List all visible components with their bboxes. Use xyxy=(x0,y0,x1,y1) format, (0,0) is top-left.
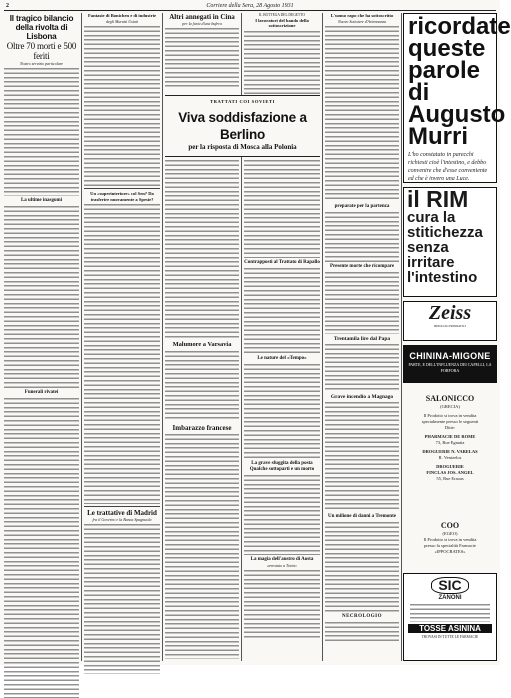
article-body xyxy=(325,272,399,334)
murri-line: di xyxy=(408,79,430,106)
article-body xyxy=(84,524,160,674)
ad-body xyxy=(410,604,490,622)
article-body xyxy=(325,622,399,642)
article-body xyxy=(244,570,320,640)
column-rule xyxy=(401,13,402,661)
rim-line: stitichezza xyxy=(407,224,483,241)
article-body xyxy=(4,206,79,388)
chinina-label: CHININA-MIGONE xyxy=(409,351,491,361)
murri-line: Augusto xyxy=(408,101,506,128)
zeiss-advertisement xyxy=(403,301,497,341)
article-body xyxy=(244,160,320,258)
lisbon-byline: Nostro servizio particolare xyxy=(19,61,64,66)
china-headline: Altri annegati in Cina xyxy=(169,13,235,21)
salonicco-text: Ditte: xyxy=(444,425,456,430)
salonicco-text: specialmente presso le seguenti xyxy=(421,419,479,424)
article-body xyxy=(244,364,320,459)
coo-text: «IPPOCRATES» xyxy=(434,549,466,554)
death-headline: Qualche sottoparti e un morto xyxy=(249,467,315,472)
article-body xyxy=(325,402,399,512)
salonicco-advertisement xyxy=(403,387,497,517)
salonicco-shop-name: FINCLAS JOS. ANGEL xyxy=(426,470,474,475)
page-number: 2 xyxy=(6,3,9,9)
salonicco-address: 73, Rue Egnatia xyxy=(435,440,465,445)
divider xyxy=(84,188,160,189)
tempo-headline: Le nature del «Tempo» xyxy=(257,356,307,361)
article-body xyxy=(165,434,239,659)
article-body xyxy=(84,26,160,186)
rim-line: irritare xyxy=(407,254,455,271)
sic-tagline: TOSSE ASININA xyxy=(408,624,492,633)
departure-headline: preparate per la partenza xyxy=(334,204,390,209)
lisbon-subhead: Oltre 70 morti e 500 feriti xyxy=(6,41,77,61)
pope-headline: Trentamila lire dal Papa xyxy=(333,336,391,342)
post-headline: La grave sfuggita della posta xyxy=(251,461,313,466)
salonicco-shop: PHARMACIE DE ROME xyxy=(424,434,476,439)
article-body xyxy=(84,204,160,504)
masthead xyxy=(4,2,496,11)
rim-advertisement xyxy=(403,187,497,297)
salonicco-shop: DROGUERIE xyxy=(436,464,464,469)
salonicco-address: 55, Rue Eraoas xyxy=(436,476,464,481)
soviet-banner xyxy=(165,95,320,157)
rim-line: l'intestino xyxy=(407,269,478,286)
sic-maker: ZANONI xyxy=(438,595,462,601)
column-5-subhead: Nuovo Sottotere d'Artennanza xyxy=(337,19,387,24)
lisbon-section-funerals: Funerali rivatei xyxy=(24,390,59,395)
article-body xyxy=(244,475,320,555)
coo-country: (EGEO) xyxy=(442,531,458,536)
warsaw-headline: Malumore a Varsavia xyxy=(172,341,232,348)
salonicco-shop: DROGUERIE N. VARELAS xyxy=(422,449,478,454)
column-5-headline: L'uomo rapo che ha sottoscritto xyxy=(330,13,394,18)
column-4-kicker: IL BOTTEGA DEL DEGETTO xyxy=(259,13,305,17)
article-body xyxy=(165,28,239,88)
aosta-subhead: arrestato a Torino xyxy=(267,563,297,568)
article-body xyxy=(165,160,239,338)
article-body xyxy=(325,344,399,392)
column-2-question: Un «superinteriore» col Sen? Da trasferire nuovamente a Spesie? xyxy=(90,191,154,202)
murri-quote: L'ho constatato in parecchi richiesti cioè l'intestino, e debbo convenire che d'esse conveniente ed che è invero una Luce. xyxy=(408,152,488,182)
salonicco-title: SALONICCO xyxy=(425,394,475,403)
article-body xyxy=(244,31,320,97)
madrid-subhead: fra il Governo e la Banca Spagnuola xyxy=(92,517,152,522)
murri-line: ricordate xyxy=(408,13,511,40)
fire-headline: Grave incendio a Magnago xyxy=(330,394,394,400)
article-body xyxy=(325,212,399,262)
french-headline: Imbarazzo francese xyxy=(172,424,232,432)
banner-subhead: per la risposta di Mosca alla Polonia xyxy=(188,143,297,151)
masthead-header: Corriere della Sera, 28 Agosto 1931 xyxy=(206,3,294,9)
article-body xyxy=(4,68,79,196)
column-4-lower xyxy=(244,160,320,660)
column-2 xyxy=(84,13,160,661)
murri-line: Murri xyxy=(408,123,468,150)
sic-advertisement xyxy=(403,573,497,661)
rim-line: il RIM xyxy=(407,186,469,212)
divider xyxy=(84,506,160,507)
madrid-headline: Le trattative di Madrid xyxy=(87,509,157,517)
column-rule xyxy=(322,13,323,661)
coo-text: presso la specialità Farmacie xyxy=(424,543,476,548)
coo-advertisement xyxy=(403,519,497,571)
zeiss-sub: BINOCOLI PRISMATICI xyxy=(434,324,466,328)
china-subhead: per la furia d'una bufera xyxy=(182,21,222,26)
rim-line: cura la xyxy=(407,209,456,226)
article-body xyxy=(165,351,239,421)
advertisements-column xyxy=(403,13,511,661)
column-2-subhead: degli Muratti Usiati xyxy=(106,19,138,24)
article-body xyxy=(325,522,399,612)
murri-line: queste xyxy=(408,35,486,62)
rim-line: senza xyxy=(407,239,449,256)
murri-advertisement xyxy=(403,13,511,183)
lisbon-section: La ultime inasgomi xyxy=(20,198,63,203)
salonicco-text: Il Prodotto si trova in vendita xyxy=(423,413,477,418)
necrology-heading: NECROLOGIO xyxy=(341,614,382,619)
murri-line: parole xyxy=(408,57,481,84)
column-2-headline: Fantasie di Bonichen e di industrie xyxy=(87,13,157,18)
coo-text: Il Prodotto si trova in vendita xyxy=(423,537,477,542)
column-rule xyxy=(81,13,82,661)
article-body xyxy=(4,398,79,698)
salonicco-country: (GRECIA) xyxy=(440,404,460,409)
chinina-sub: PARTE, E DELL'INFLUENZA DEI CAPELLI, LA FORFORA xyxy=(408,362,492,373)
sic-footer: TROVASI IN TUTTE LE FARMACIE xyxy=(421,635,479,639)
column-3-top xyxy=(165,13,239,93)
banner-kicker: TRATTATI COI SOVIETI xyxy=(209,99,276,104)
column-3-lower xyxy=(165,160,239,660)
sic-brand: SIC xyxy=(431,577,468,594)
salonicco-address: R. Venizelos xyxy=(438,455,462,460)
chinina-advertisement xyxy=(403,345,497,383)
column-5 xyxy=(325,13,399,661)
column-rule xyxy=(162,13,163,661)
column-4-headline: I lavoratori del bando della sottoscrizione xyxy=(255,18,309,29)
death-headline: Presente morte che ricompare xyxy=(329,264,395,269)
column-1 xyxy=(4,13,79,661)
article-body xyxy=(244,268,320,354)
rapallo-headline: Contrapposti al Trattato di Rapallo xyxy=(244,260,320,265)
banner-headline: Viva soddisfazione a Berlino xyxy=(178,110,307,142)
coo-title: COO xyxy=(440,521,460,530)
article-body xyxy=(325,26,399,202)
lisbon-headline: Il tragico bilancio della rivolta di Lisbona xyxy=(9,14,74,41)
aosta-headline: La magia dell'austro di Aosta xyxy=(250,557,314,562)
column-4-top xyxy=(244,13,320,93)
zeiss-brand: Zeiss xyxy=(428,302,472,324)
tremonte-headline: Un milione di danni a Tremonte xyxy=(328,514,396,519)
